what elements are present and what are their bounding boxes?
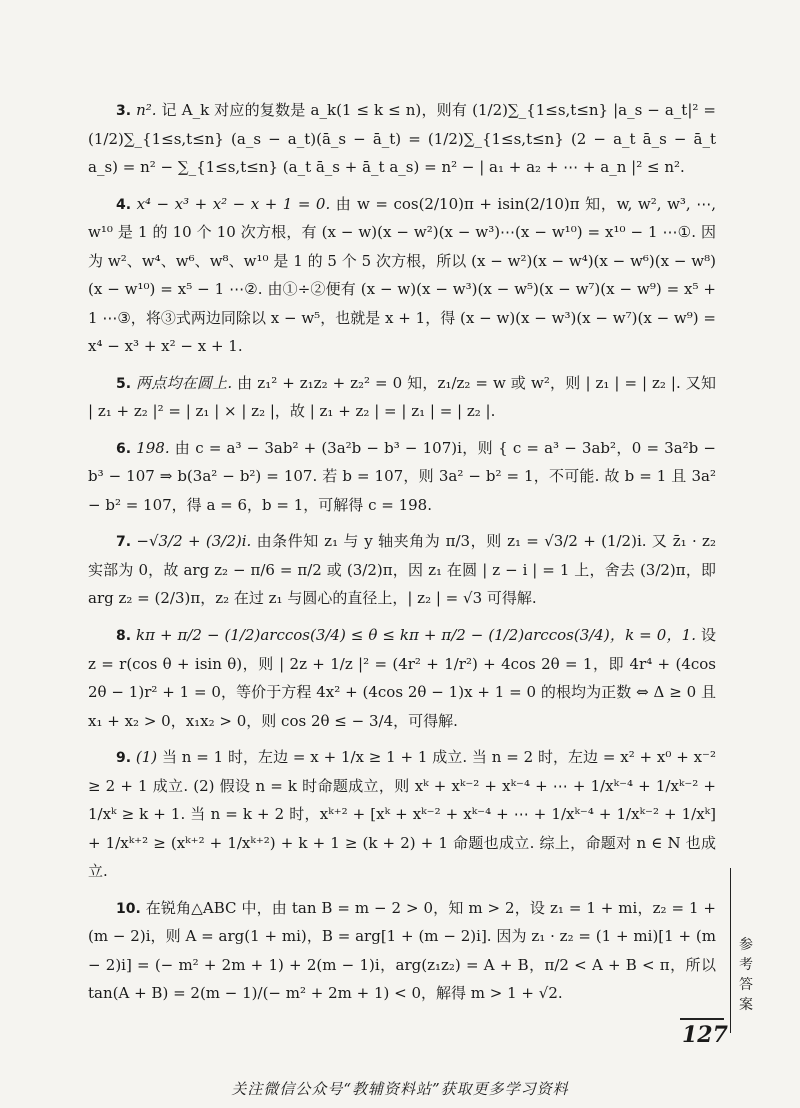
- section-side-label: [736, 935, 756, 1015]
- answer-result: −√3/2 + (3/2)i.: [136, 532, 252, 551]
- answer-item-3: [88, 96, 716, 182]
- answer-item-6: [88, 434, 716, 520]
- answer-number: 4.: [116, 196, 132, 213]
- answer-result: (1): [135, 748, 158, 767]
- side-label-char: 答: [739, 977, 753, 993]
- answer-item-9: [88, 743, 716, 886]
- answer-explanation: 设 z = r(cos θ + isin θ)，则 | 2z + 1/z |² = (4r² + 1/r²) + 4cos 2θ = 1，即 4r⁴ + (4cos 2θ − 1)r² + 1 = 0，等价于方程 4x² + (4cos 2θ − 1)x + 1 = 0 的根均为正数 ⇔ Δ ≥ 0 且 x₁ + x₂ > 0，x₁x₂ > 0，则 cos 2θ ≤ − 3/4，可得解.: [88, 625, 716, 730]
- answer-explanation: 在锐角△ABC 中，由 tan B = m − 2 > 0，知 m > 2，设 z₁ = 1 + mi，z₂ = 1 + (m − 2)i，则 A = arg(1 + mi)，B = arg[1 + (m − 2)i]. 因为 z₁ · z₂ = (1 + mi)[1 + (m − 2)i] = (− m² + 2m + 1) + 2(m − 1)i，arg(z₁z₂) = A + B，π/2 < A + B < π，所以 tan(A + B) = 2(m − 1)/(− m² + 2m + 1) < 0，解得 m > 1 + √2.: [88, 898, 716, 1003]
- margin-rule: [730, 868, 731, 1033]
- answer-number: 8.: [116, 627, 132, 644]
- answer-result: 两点均在圆上.: [136, 373, 233, 392]
- answer-number: 5.: [116, 375, 132, 392]
- page-number: 127: [682, 1022, 728, 1048]
- answer-result: kπ + π/2 − (1/2)arccos(3/4) ≤ θ ≤ kπ + π/2 − (1/2)arccos(3/4)，k = 0，1.: [136, 625, 696, 644]
- answer-number: 9.: [116, 750, 132, 767]
- answer-item-5: [88, 369, 716, 426]
- answer-explanation: 记 A_k 对应的复数是 a_k(1 ≤ k ≤ n)，则有 (1/2)∑_{1≤s,t≤n} |a_s − a_t|² = (1/2)∑_{1≤s,t≤n} (a_s − a_t)(ā_s − ā_t) = (1/2)∑_{1≤s,t≤n} (2 − a_t ā_s − ā_t a_s) = n² − ∑_{1≤s,t≤n} (a_t ā_s + ā_t a_s) = n² − | a₁ + a₂ + ⋯ + a_n |² ≤ n².: [88, 101, 716, 177]
- answers-list: [88, 96, 716, 1016]
- answer-number: 7.: [116, 534, 132, 551]
- answer-item-10: [88, 894, 716, 1008]
- side-label-char: 参: [739, 937, 753, 953]
- answer-item-4: [88, 190, 716, 361]
- answer-number: 10.: [116, 900, 141, 917]
- footer-note: 关注微信公众号“教辅资料站”获取更多学习资料: [231, 1080, 569, 1098]
- answer-explanation: 由 c = a³ − 3ab² + (3a²b − b³ − 107)i，则 { c = a³ − 3ab²，0 = 3a²b − b³ − 107 ⇒ b(3a² − b²) = 107. 若 b = 107，则 3a² − b² = 1，不可能. 故 b = 1 且 3a² − b² = 107，得 a = 6，b = 1，可解得 c = 198.: [88, 438, 716, 514]
- answer-result: x⁴ − x³ + x² − x + 1 = 0.: [136, 194, 331, 213]
- answer-explanation: 由条件知 z₁ 与 y 轴夹角为 π/3，则 z₁ = √3/2 + (1/2)i. 又 z̄₁ · z₂ 实部为 0，故 arg z₂ − π/6 = π/2 或 (3/2)π，因 z₁ 在圆 | z − i | = 1 上，舍去 (3/2)π，即 arg z₂ = (2/3)π，z₂ 在过 z₁ 与圆心的直径上，| z₂ | = √3 可得解.: [88, 532, 716, 608]
- answer-explanation: 由 z₁² + z₁z₂ + z₂² = 0 知，z₁/z₂ = w 或 w²，则 | z₁ | = | z₂ |. 又知 | z₁ + z₂ |² = | z₁ | × | z₂ |，故 | z₁ + z₂ | = | z₁ | = | z₂ |.: [88, 373, 716, 421]
- answer-result: n².: [136, 101, 157, 119]
- answer-result: 198.: [136, 438, 170, 457]
- answer-number: 6.: [116, 440, 132, 457]
- side-label-char: 考: [739, 957, 753, 973]
- answer-item-7: [88, 527, 716, 613]
- answer-explanation: 由 w = cos(2/10)π + isin(2/10)π 知，w, w², w³, ⋯, w¹⁰ 是 1 的 10 个 10 次方根，有 (x − w)(x − w²)(x − w³)⋯(x − w¹⁰) = x¹⁰ − 1 ⋯①. 因为 w²、w⁴、w⁶、w⁸、w¹⁰ 是 1 的 5 个 5 次方根，所以 (x − w²)(x − w⁴)(x − w⁶)(x − w⁸)(x − w¹⁰) = x⁵ − 1 ⋯②. 由①÷②便有 (x − w)(x − w³)(x − w⁵)(x − w⁷)(x − w⁹) = x⁵ + 1 ⋯③，将③式两边同除以 x − w⁵，也就是 x + 1，得 (x − w)(x − w³)(x − w⁷)(x − w⁹) = x⁴ − x³ + x² − x + 1.: [88, 194, 716, 356]
- side-label-char: 案: [739, 997, 753, 1013]
- answer-item-8: [88, 621, 716, 735]
- answer-number: 3.: [116, 103, 132, 119]
- answer-explanation: 当 n = 1 时，左边 = x + 1/x ≥ 1 + 1 成立. 当 n = 2 时，左边 = x² + x⁰ + x⁻² ≥ 2 + 1 成立. (2) 假设 n = k 时命题成立，则 xᵏ + xᵏ⁻² + xᵏ⁻⁴ + ⋯ + 1/xᵏ⁻⁴ + 1/xᵏ⁻² + 1/xᵏ ≥ k + 1. 当 n = k + 2 时，xᵏ⁺² + [xᵏ + xᵏ⁻² + xᵏ⁻⁴ + ⋯ + 1/xᵏ⁻⁴ + 1/xᵏ⁻² + 1/xᵏ] + 1/xᵏ⁺² ≥ (xᵏ⁺² + 1/xᵏ⁺²) + k + 1 ≥ (k + 2) + 1 命题也成立. 综上，命题对 n ∈ N 也成立.: [88, 748, 716, 881]
